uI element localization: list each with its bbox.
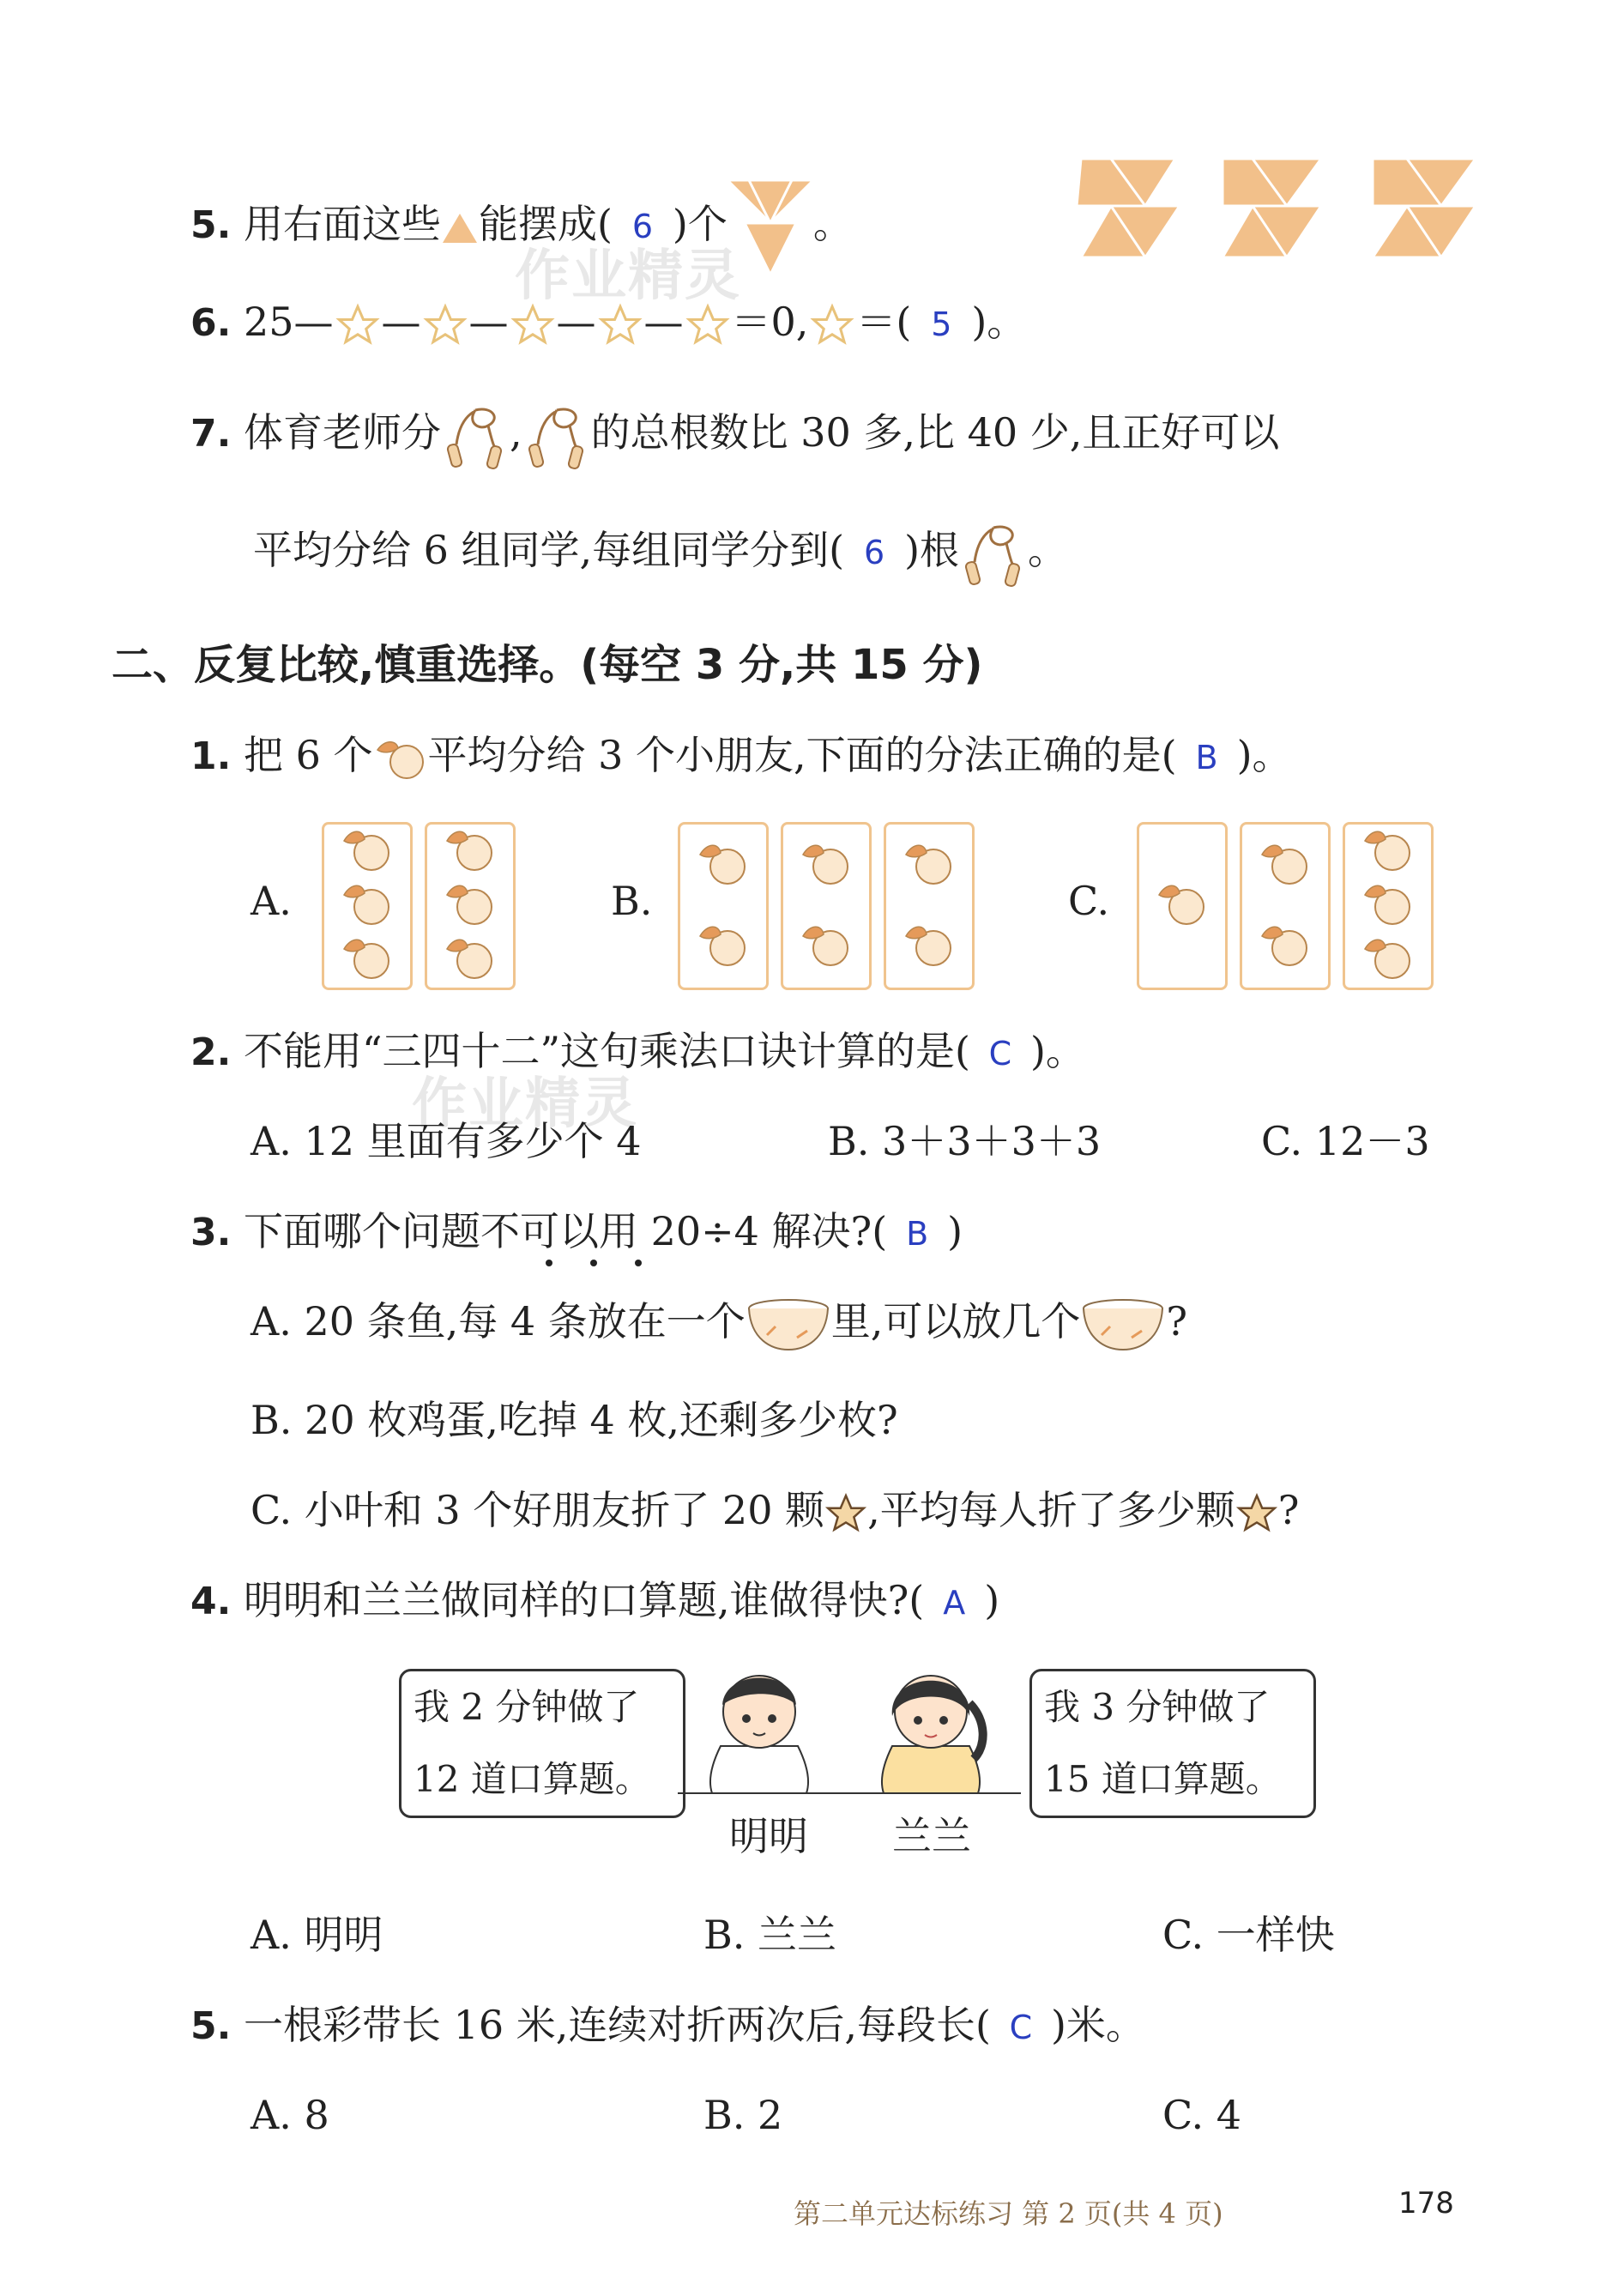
answer: 6 <box>631 208 654 245</box>
fish-bowl-icon <box>746 1296 831 1353</box>
jump-rope-icon <box>959 519 1028 588</box>
equation-text: ＝( <box>856 299 912 345</box>
question-text: 体育老师分 <box>243 409 441 456</box>
question-text: 能摆成( <box>478 201 613 247</box>
question-7-line-2 <box>253 519 1067 588</box>
answer: B <box>906 1215 929 1253</box>
equation-text: )。 <box>971 299 1027 345</box>
question-number: 6. <box>190 301 232 345</box>
star-icon <box>334 303 382 347</box>
peach-icon <box>1257 921 1312 969</box>
equation-text: ＝0, <box>731 299 809 345</box>
footer-text: 第二单元达标练习 第 2 页(共 4 页) <box>794 2197 1223 2230</box>
choice-question-4 <box>190 1574 999 1628</box>
question-number: 4. <box>190 1580 232 1623</box>
option-b: B. 3＋3＋3＋3 <box>828 1118 1102 1164</box>
peach-icon <box>798 839 853 887</box>
peach-icon <box>442 934 497 982</box>
option-text: 里,可以放几个 <box>830 1298 1081 1344</box>
star-icon <box>808 303 856 347</box>
option-c: C. 4 <box>1162 2092 1242 2138</box>
option-text: ? <box>1166 1298 1188 1344</box>
minus-sign: — <box>468 299 509 345</box>
question-text: 用右面这些 <box>243 201 441 247</box>
speech-bubble-left <box>399 1669 685 1818</box>
option-text: C. 小叶和 3 个好朋友折了 20 颗 <box>251 1487 825 1533</box>
boy-figure <box>710 1676 808 1793</box>
question-text: 。 <box>1028 527 1068 573</box>
answer: A <box>943 1584 966 1622</box>
star-icon <box>684 303 732 347</box>
option-b: B. 兰兰 <box>703 1912 837 1958</box>
option-label: A. <box>251 878 292 924</box>
question-number: 1. <box>190 734 232 778</box>
option-label: C. <box>1068 878 1110 924</box>
minus-sign: — <box>293 299 334 345</box>
option-c: C. 12－3 <box>1261 1118 1430 1164</box>
peach-icon <box>1360 879 1415 928</box>
answer: 5 <box>931 305 952 343</box>
question-text: 把 6 个 <box>243 732 373 778</box>
question-text: , <box>509 409 522 456</box>
watermark: 作业精灵 <box>412 1073 638 1136</box>
question-number: 5. <box>190 203 232 247</box>
number: 25 <box>243 299 294 345</box>
peach-icon <box>372 736 427 781</box>
peach-icon <box>339 934 394 982</box>
paper-star-icon <box>824 1492 867 1535</box>
peach-icon <box>1154 879 1209 928</box>
question-number: 2. <box>190 1030 232 1074</box>
peach-icon <box>901 921 956 969</box>
question-text: 的总根数比 30 多,比 40 少,且正好可以 <box>590 409 1280 456</box>
bubble-text: 12 道口算题。 <box>414 1758 651 1800</box>
option-text: ? <box>1277 1487 1300 1533</box>
emphasis-dot <box>590 1260 597 1266</box>
page-number: 178 <box>1398 2186 1454 2221</box>
question-text: )个 <box>672 201 727 247</box>
option-a: A. 明明 <box>251 1912 383 1958</box>
peach-icon <box>442 879 497 928</box>
option-text: ,平均每人折了多少颗 <box>867 1487 1235 1533</box>
answer: 6 <box>864 534 885 571</box>
triangle-shape-figure-icon <box>727 176 813 279</box>
girl-figure <box>882 1676 983 1793</box>
peach-icon <box>1360 825 1415 873</box>
question-7-line-1 <box>190 402 1279 470</box>
question-text: 平均分给 6 组同学,每组同学分到( <box>253 527 845 573</box>
question-number: 7. <box>190 412 232 456</box>
name-mingming: 明明 <box>729 1813 808 1859</box>
question-text: 一根彩带长 16 米,连续对折两次后,每段长( <box>243 2002 991 2048</box>
children-illustration <box>678 1652 1021 1815</box>
peach-icon <box>442 825 497 873</box>
peach-icon <box>339 825 394 873</box>
question-number: 3. <box>190 1211 232 1254</box>
option-a: A. 12 里面有多少个 4 <box>251 1118 642 1164</box>
question-text: 。 <box>812 201 853 247</box>
question-text: )米。 <box>1050 2002 1145 2048</box>
question-text: 下面哪个问题不可以用 20÷4 解决?( <box>243 1208 888 1254</box>
question-number: 5. <box>190 2004 232 2048</box>
fish-bowl-icon <box>1080 1296 1166 1353</box>
jump-rope-icon <box>522 402 591 470</box>
paper-star-icon <box>1235 1492 1278 1535</box>
option-c <box>251 1484 1299 1536</box>
minus-sign: — <box>556 299 596 345</box>
option-a: A. 8 <box>251 2092 329 2138</box>
option-b: B. 20 枚鸡蛋,吃掉 4 枚,还剩多少枚? <box>251 1397 898 1443</box>
answer: B <box>1195 739 1218 776</box>
option-c: C. 一样快 <box>1162 1912 1335 1958</box>
section-title: 二、反复比较,慎重选择。(每空 3 分,共 15 分) <box>112 641 983 689</box>
name-lanlan: 兰兰 <box>892 1813 971 1859</box>
option-b: B. 2 <box>703 2092 783 2138</box>
emphasis-dot <box>635 1260 642 1266</box>
option-label: B. <box>611 878 653 924</box>
star-icon <box>596 303 644 347</box>
question-text: 平均分给 3 个小朋友,下面的分法正确的是( <box>427 732 1177 778</box>
choice-question-1 <box>190 729 1292 783</box>
option-text: A. 20 条鱼,每 4 条放在一个 <box>251 1298 746 1344</box>
question-5 <box>190 176 853 279</box>
choice-question-5 <box>190 1999 1145 2053</box>
triangle-icon <box>441 210 479 245</box>
question-text: 明明和兰兰做同样的口算题,谁做得快?( <box>243 1577 925 1623</box>
bubble-text: 我 3 分钟做了 <box>1044 1686 1271 1728</box>
peach-icon <box>1360 934 1415 982</box>
question-text: )。 <box>1029 1028 1085 1074</box>
question-text: 不能用“三四十二”这句乘法口诀计算的是( <box>243 1028 970 1074</box>
jump-rope-icon <box>441 402 510 470</box>
choice-question-3 <box>190 1205 963 1260</box>
minus-sign: — <box>381 299 421 345</box>
question-text: ) <box>984 1577 1000 1623</box>
peach-icon <box>1257 839 1312 887</box>
star-icon <box>509 303 557 347</box>
watermark: 作业精灵 <box>515 245 741 308</box>
star-icon <box>421 303 469 347</box>
question-text: )根 <box>904 527 960 573</box>
choice-question-2 <box>190 1025 1085 1079</box>
bubble-text: 我 2 分钟做了 <box>414 1686 640 1728</box>
z-shapes-figure <box>1077 154 1480 262</box>
question-text: )。 <box>1236 732 1292 778</box>
peach-icon <box>901 839 956 887</box>
peach-icon <box>695 839 750 887</box>
option-a <box>251 1296 1187 1353</box>
answer: C <box>1009 2009 1033 2046</box>
bubble-text: 15 道口算题。 <box>1044 1758 1282 1800</box>
question-text: ) <box>947 1208 963 1254</box>
speech-bubble-right <box>1029 1669 1316 1818</box>
answer: C <box>988 1035 1012 1073</box>
emphasis-dot <box>546 1260 552 1266</box>
question-6 <box>190 296 1026 350</box>
peach-icon <box>695 921 750 969</box>
minus-sign: — <box>643 299 684 345</box>
peach-icon <box>339 879 394 928</box>
peach-icon <box>798 921 853 969</box>
